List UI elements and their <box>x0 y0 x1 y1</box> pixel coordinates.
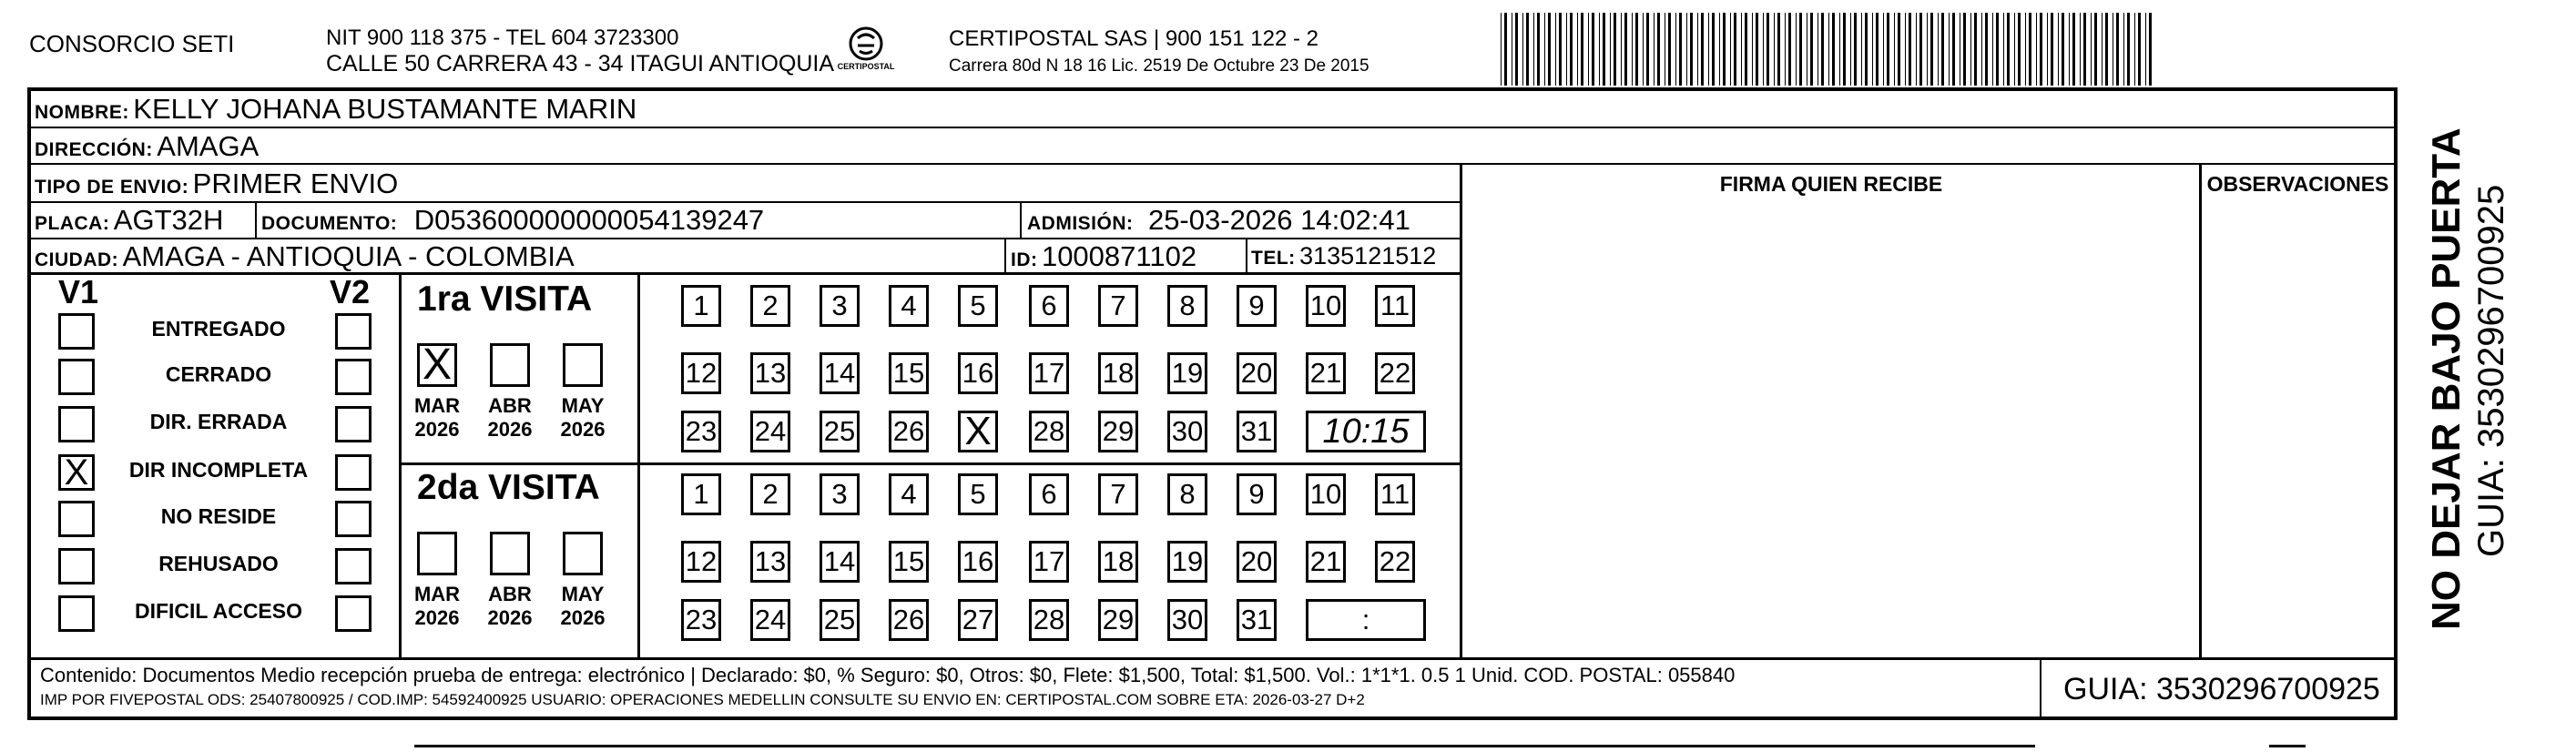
status-label: DIR INCOMPLETA <box>128 458 309 482</box>
status-v2-checkbox[interactable] <box>335 501 372 537</box>
nombre-label: NOMBRE: <box>35 102 129 123</box>
v2-header: V2 <box>330 273 371 310</box>
barcode-bar <box>1981 13 1982 86</box>
year-label: 2026 <box>487 606 533 629</box>
ciudad-value: AMAGA - ANTIOQUIA - COLOMBIA <box>122 240 575 272</box>
status-v1-checkbox[interactable]: X <box>58 454 95 491</box>
barcode-bar <box>1599 13 1600 86</box>
month-checkbox[interactable]: X <box>417 343 457 387</box>
firma-header: FIRMA QUIEN RECIBE <box>1719 172 1943 196</box>
day-box[interactable]: 10 <box>1306 473 1346 515</box>
barcode-bar <box>1952 13 1955 86</box>
status-v1-checkbox[interactable] <box>58 313 95 350</box>
divider-visits <box>399 462 1461 465</box>
barcode-bar <box>1883 13 1884 86</box>
barcode-bar <box>2102 13 2103 86</box>
barcode-bar <box>1566 13 1567 86</box>
nombre-value: KELLY JOHANA BUSTAMANTE MARIN <box>133 93 637 125</box>
day-box[interactable]: 12 <box>681 541 721 583</box>
barcode-bar <box>1996 13 1999 86</box>
barcode-bar <box>2123 13 2124 86</box>
barcode-bar <box>2007 13 2010 86</box>
side-guia: GUIA: 3530296700925 <box>2471 184 2511 557</box>
barcode-bar <box>1723 13 1726 86</box>
admision-value: 25-03-2026 14:02:41 <box>1147 204 1410 236</box>
status-label: DIFICIL ACCESO <box>134 599 302 623</box>
barcode-bar <box>1861 13 1862 86</box>
day-box[interactable]: 28 <box>1029 411 1069 452</box>
barcode-bar <box>1657 13 1660 86</box>
frame-bottom <box>27 716 2398 720</box>
month-checkbox[interactable] <box>490 532 530 575</box>
month-checkbox[interactable] <box>490 343 530 387</box>
visit-time-box[interactable]: 10:15 <box>1306 411 1426 452</box>
barcode-bar <box>2036 13 2037 86</box>
frame-left <box>27 87 31 719</box>
year-label: 2026 <box>560 418 606 441</box>
barcode-bar <box>1785 13 1786 86</box>
footer-contenido: Contenido: Documentos Medio recepción prueba de entrega: electrónico | Declarado: $0, % Seguro: $0, Otros: $0, Flete: $1,500, Total: $1,500. Vol.: 1*1*1. 0.5 1 Unid. COD. POSTAL: 055840 <box>40 664 1736 686</box>
barcode-bar <box>1679 13 1682 86</box>
day-box[interactable]: 23 <box>681 411 721 452</box>
day-box[interactable]: 19 <box>1167 541 1207 583</box>
day-box[interactable]: 14 <box>820 352 860 394</box>
day-box[interactable]: 16 <box>958 541 998 583</box>
placa-row <box>35 204 223 237</box>
month-label: MAY <box>561 394 605 417</box>
placa-label: PLACA: <box>35 213 110 234</box>
id-row <box>1011 240 1196 273</box>
day-box[interactable]: 18 <box>1098 541 1138 583</box>
barcode-bar <box>1828 13 1829 86</box>
day-box[interactable]: 17 <box>1029 541 1069 583</box>
day-box[interactable]: 28 <box>1029 599 1069 641</box>
barcode-bar <box>2138 13 2141 86</box>
barcode-bar <box>1887 13 1889 86</box>
barcode-bar <box>1970 13 1971 86</box>
certipostal-info <box>949 25 1369 80</box>
day-box[interactable]: 3 <box>820 473 860 515</box>
barcode-bar <box>1821 13 1824 86</box>
barcode-bar <box>1788 13 1791 86</box>
barcode-bar <box>1745 13 1747 86</box>
barcode-bar <box>1843 13 1846 86</box>
day-box[interactable]: 6 <box>1029 473 1069 515</box>
barcode-bar <box>1817 13 1818 86</box>
day-box[interactable]: 13 <box>750 352 790 394</box>
row-line-3 <box>27 201 1461 203</box>
barcode-bar <box>1624 13 1627 86</box>
col-firma-left <box>1460 165 1462 658</box>
barcode-bar <box>1927 13 1928 86</box>
company-contact <box>326 25 834 76</box>
admision-row <box>1027 204 1410 237</box>
tel-label: TEL: <box>1251 248 1296 269</box>
barcode-bar <box>1796 13 1797 86</box>
barcode-bar <box>1719 13 1720 86</box>
day-box[interactable]: 1 <box>681 285 721 327</box>
barcode-bar <box>1905 13 1906 86</box>
day-box[interactable]: 31 <box>1237 411 1277 452</box>
barcode-bar <box>2025 13 2026 86</box>
barcode-bar <box>2058 13 2059 86</box>
barcode-bar <box>1916 13 1917 86</box>
barcode-bar <box>1730 13 1731 86</box>
divider-tel <box>1246 238 1247 274</box>
day-box[interactable]: 29 <box>1098 599 1138 641</box>
barcode-bar <box>1799 13 1802 86</box>
v1-header: V1 <box>58 273 99 310</box>
day-box[interactable]: 9 <box>1237 473 1277 515</box>
barcode-bar <box>1712 13 1715 86</box>
day-box[interactable]: 18 <box>1098 352 1138 394</box>
day-box[interactable]: 2 <box>750 473 790 515</box>
logo-text: CERTIPOSTAL <box>837 62 895 71</box>
status-v2-checkbox[interactable] <box>335 313 372 350</box>
placa-value: AGT32H <box>113 204 224 236</box>
barcode-bar <box>1686 13 1687 86</box>
barcode-bar <box>2029 13 2031 86</box>
observaciones-header: OBSERVACIONES <box>2206 172 2389 196</box>
barcode-bar <box>1592 13 1594 86</box>
day-box[interactable]: 9 <box>1237 285 1277 327</box>
month-label: MAY <box>561 583 605 605</box>
direccion-value: AMAGA <box>157 130 260 162</box>
barcode-bar <box>1588 13 1589 86</box>
barcode-bar <box>1898 13 1900 86</box>
status-v2-checkbox[interactable] <box>335 359 372 395</box>
barcode-bar <box>1675 13 1676 86</box>
barcode-bar <box>2069 13 2070 86</box>
barcode-bar <box>1894 13 1895 86</box>
day-box[interactable]: 3 <box>820 285 860 327</box>
barcode-bar <box>2051 13 2053 86</box>
barcode-bar <box>2047 13 2048 86</box>
frame-top <box>27 87 2398 91</box>
barcode-bar <box>2091 13 2092 86</box>
day-box[interactable]: 7 <box>1098 285 1138 327</box>
divider-admision <box>1020 201 1022 239</box>
admision-label: ADMISIÓN: <box>1027 213 1134 234</box>
barcode-bar <box>1752 13 1753 86</box>
month-label: MAR <box>413 583 461 605</box>
tipo-label: TIPO DE ENVIO: <box>35 177 189 198</box>
barcode-bar <box>1767 13 1769 86</box>
barcode-bar <box>1621 13 1622 86</box>
status-v2-checkbox[interactable] <box>335 454 372 491</box>
barcode-bar <box>1756 13 1758 86</box>
barcode-bar <box>1763 13 1764 86</box>
documento-label: DOCUMENTO: <box>261 213 398 234</box>
day-box[interactable]: 6 <box>1029 285 1069 327</box>
month-checkbox[interactable] <box>417 532 457 575</box>
barcode-bar <box>1774 13 1775 86</box>
barcode-bar <box>1690 13 1693 86</box>
barcode-bar <box>1832 13 1835 86</box>
day-box[interactable]: 21 <box>1306 352 1346 394</box>
certipostal-logo <box>830 24 901 75</box>
barcode-bar <box>2003 13 2004 86</box>
status-v2-checkbox[interactable] <box>335 406 372 442</box>
barcode-bar <box>1635 13 1638 86</box>
id-value: 1000871102 <box>1041 240 1197 272</box>
direccion-label: DIRECCIÓN: <box>35 139 153 160</box>
company-name: CONSORCIO SETI <box>29 30 235 57</box>
barcode-bar <box>1697 13 1698 86</box>
barcode-bar <box>2134 13 2135 86</box>
barcode-bar <box>1526 13 1529 86</box>
status-v2-checkbox[interactable] <box>335 595 372 632</box>
year-label: 2026 <box>414 606 460 629</box>
year-label: 2026 <box>487 418 533 441</box>
barcode-bar <box>1555 13 1556 86</box>
day-box[interactable]: 1 <box>681 473 721 515</box>
day-box[interactable]: 30 <box>1167 411 1207 452</box>
day-box[interactable]: 24 <box>750 599 790 641</box>
license-line: Carrera 80d N 18 16 Lic. 2519 De Octubre 23 De 2015 <box>949 56 1369 76</box>
barcode-bar <box>1668 13 1671 86</box>
month-label: ABR <box>488 394 532 417</box>
status-v1-checkbox[interactable] <box>58 548 95 584</box>
day-box[interactable]: 20 <box>1237 352 1277 394</box>
day-box[interactable]: 21 <box>1306 541 1346 583</box>
barcode-bar <box>1643 13 1644 86</box>
id-label: ID: <box>1011 249 1038 270</box>
barcode-bar <box>1610 13 1611 86</box>
day-box[interactable]: 24 <box>750 411 790 452</box>
day-box[interactable]: 10 <box>1306 285 1346 327</box>
barcode-bar <box>1654 13 1655 86</box>
day-box[interactable]: 30 <box>1167 599 1207 641</box>
day-box[interactable]: 29 <box>1098 411 1138 452</box>
divider-placa <box>255 201 257 239</box>
footer-line <box>27 657 2398 660</box>
tipo-value: PRIMER ENVIO <box>192 168 399 199</box>
day-box[interactable]: 12 <box>681 352 721 394</box>
day-box[interactable]: 17 <box>1029 352 1069 394</box>
barcode-bar <box>1930 13 1933 86</box>
day-box[interactable]: 23 <box>681 599 721 641</box>
footer-guia: GUIA: 3530296700925 <box>2063 672 2380 706</box>
barcode-bar <box>1559 13 1562 86</box>
barcode-bar <box>1810 13 1813 86</box>
status-label: ENTREGADO <box>151 317 286 340</box>
day-box[interactable]: 11 <box>1375 285 1415 327</box>
month-label: MAR <box>413 394 461 417</box>
barcode-bar <box>1708 13 1709 86</box>
ciudad-row <box>35 240 575 273</box>
status-v1-checkbox[interactable] <box>58 359 95 395</box>
day-box[interactable]: 8 <box>1167 285 1207 327</box>
barcode-bar <box>1537 13 1540 86</box>
tipo-row <box>35 168 398 200</box>
barcode-bar <box>1985 13 1988 86</box>
barcode-bar <box>2083 13 2086 86</box>
barcode-bar <box>1777 13 1780 86</box>
day-box[interactable]: 26 <box>889 411 929 452</box>
barcode-bar <box>1865 13 1868 86</box>
barcode-bar <box>1548 13 1551 86</box>
day-box[interactable]: X <box>958 411 998 452</box>
barcode-bar <box>1974 13 1977 86</box>
address-line: CALLE 50 CARRERA 43 - 34 ITAGUI ANTIOQUIA <box>326 51 835 76</box>
year-label: 2026 <box>560 606 606 629</box>
month-label: ABR <box>488 583 532 605</box>
barcode-bar <box>1581 13 1583 86</box>
footer-imp: IMP POR FIVEPOSTAL ODS: 25407800925 / COD.IMP: 54592400925 USUARIO: OPERACIONES MEDELLIN CONSULTE SU ENVIO EN: CERTIPOSTAL.COM SOBRE ETA: 2026-03-27 D+2 <box>40 691 1365 708</box>
day-box[interactable]: 15 <box>889 541 929 583</box>
barcode-bar <box>1854 13 1857 86</box>
documento-value: D053600000000054139247 <box>413 204 765 236</box>
barcode-bar <box>1701 13 1704 86</box>
barcode-bar <box>1839 13 1840 86</box>
barcode-bar <box>1501 13 1502 86</box>
barcode-bar <box>1515 13 1518 86</box>
side-no-dejar: NO DEJAR BAJO PUERTA <box>2424 127 2469 630</box>
barcode-bar <box>2094 13 2097 86</box>
status-label: NO RESIDE <box>160 504 277 528</box>
status-v2-checkbox[interactable] <box>335 548 372 584</box>
barcode-bar <box>1741 13 1742 86</box>
barcode-bar <box>1909 13 1911 86</box>
month-checkbox[interactable] <box>563 343 603 387</box>
barcode-bar <box>2105 13 2108 86</box>
row-line-2 <box>27 163 2398 165</box>
divider-months <box>637 273 640 658</box>
visit-title: 1ra VISITA <box>417 279 593 319</box>
barcode-bar <box>2127 13 2130 86</box>
status-label: DIR. ERRADA <box>149 410 288 433</box>
barcode-bar <box>2018 13 2021 86</box>
status-v1-checkbox[interactable] <box>58 501 95 537</box>
barcode-bar <box>2072 13 2075 86</box>
barcode-bar <box>1938 13 1939 86</box>
day-box[interactable]: 4 <box>889 473 929 515</box>
status-label: REHUSADO <box>158 552 279 575</box>
barcode-bar <box>1919 13 1922 86</box>
day-box[interactable]: 20 <box>1237 541 1277 583</box>
barcode-bar <box>2040 13 2042 86</box>
barcode-bar <box>1941 13 1944 86</box>
barcode-bar <box>1533 13 1534 86</box>
day-box[interactable]: 14 <box>820 541 860 583</box>
nit-line: NIT 900 118 375 - TEL 604 3723300 <box>326 25 679 50</box>
direccion-row <box>35 130 259 163</box>
tel-value: 3135121512 <box>1299 242 1437 269</box>
page-bottom-rule <box>414 745 2035 747</box>
barcode-bar <box>1504 13 1507 86</box>
status-v1-checkbox[interactable] <box>58 595 95 632</box>
barcode-bar <box>2080 13 2081 86</box>
visit-title: 2da VISITA <box>417 468 600 507</box>
day-box[interactable]: 13 <box>750 541 790 583</box>
divider-guia <box>2040 657 2041 718</box>
barcode-bar <box>1570 13 1573 86</box>
day-box[interactable]: 31 <box>1237 599 1277 641</box>
barcode-bar <box>1577 13 1578 86</box>
barcode-bar <box>1850 13 1851 86</box>
barcode-bar <box>1992 13 1993 86</box>
day-box[interactable]: 5 <box>958 473 998 515</box>
barcode-bar <box>1646 13 1649 86</box>
barcode-bar <box>1734 13 1736 86</box>
barcode-bar <box>1603 13 1605 86</box>
day-box[interactable]: 2 <box>750 285 790 327</box>
barcode-bar <box>1949 13 1950 86</box>
day-box[interactable]: 19 <box>1167 352 1207 394</box>
barcode-bar <box>2145 13 2146 86</box>
day-box[interactable]: 4 <box>889 285 929 327</box>
barcode <box>1501 13 2153 86</box>
day-box[interactable]: 27 <box>958 599 998 641</box>
barcode-bar <box>1872 13 1873 86</box>
barcode-bar <box>2062 13 2064 86</box>
barcode-bar <box>1522 13 1523 86</box>
documento-row <box>261 204 764 237</box>
year-label: 2026 <box>414 418 460 441</box>
barcode-bar <box>2116 13 2119 86</box>
barcode-bar <box>1876 13 1879 86</box>
day-box[interactable]: 25 <box>820 411 860 452</box>
barcode-bar <box>1632 13 1633 86</box>
day-box[interactable]: 5 <box>958 285 998 327</box>
col-obs-left <box>2199 165 2202 658</box>
divider-status <box>399 273 402 658</box>
barcode-bar <box>1614 13 1616 86</box>
day-box[interactable]: 7 <box>1098 473 1138 515</box>
day-box[interactable]: 25 <box>820 599 860 641</box>
status-label: CERRADO <box>165 362 272 386</box>
row-line-1 <box>27 127 2398 128</box>
day-box[interactable]: 15 <box>889 352 929 394</box>
divider-id <box>1004 238 1006 274</box>
barcode-bar <box>2014 13 2015 86</box>
frame-right <box>2394 87 2398 719</box>
ciudad-label: CIUDAD: <box>35 249 119 270</box>
day-box[interactable]: 16 <box>958 352 998 394</box>
status-v1-checkbox[interactable] <box>58 406 95 442</box>
day-box[interactable]: 26 <box>889 599 929 641</box>
certipostal-line: CERTIPOSTAL SAS | 900 151 122 - 2 <box>949 26 1319 51</box>
day-box[interactable]: 11 <box>1375 473 1415 515</box>
tel-row <box>1251 242 1436 270</box>
month-checkbox[interactable] <box>563 532 603 575</box>
day-box[interactable]: 8 <box>1167 473 1207 515</box>
visit-time-box[interactable]: : <box>1306 599 1426 641</box>
nombre-row <box>35 93 636 126</box>
page-bottom-rule-2 <box>2269 745 2306 747</box>
barcode-bar <box>1963 13 1966 86</box>
day-box[interactable]: 22 <box>1375 541 1415 583</box>
barcode-bar <box>2149 13 2152 86</box>
day-box[interactable]: 22 <box>1375 352 1415 394</box>
barcode-bar <box>1544 13 1545 86</box>
